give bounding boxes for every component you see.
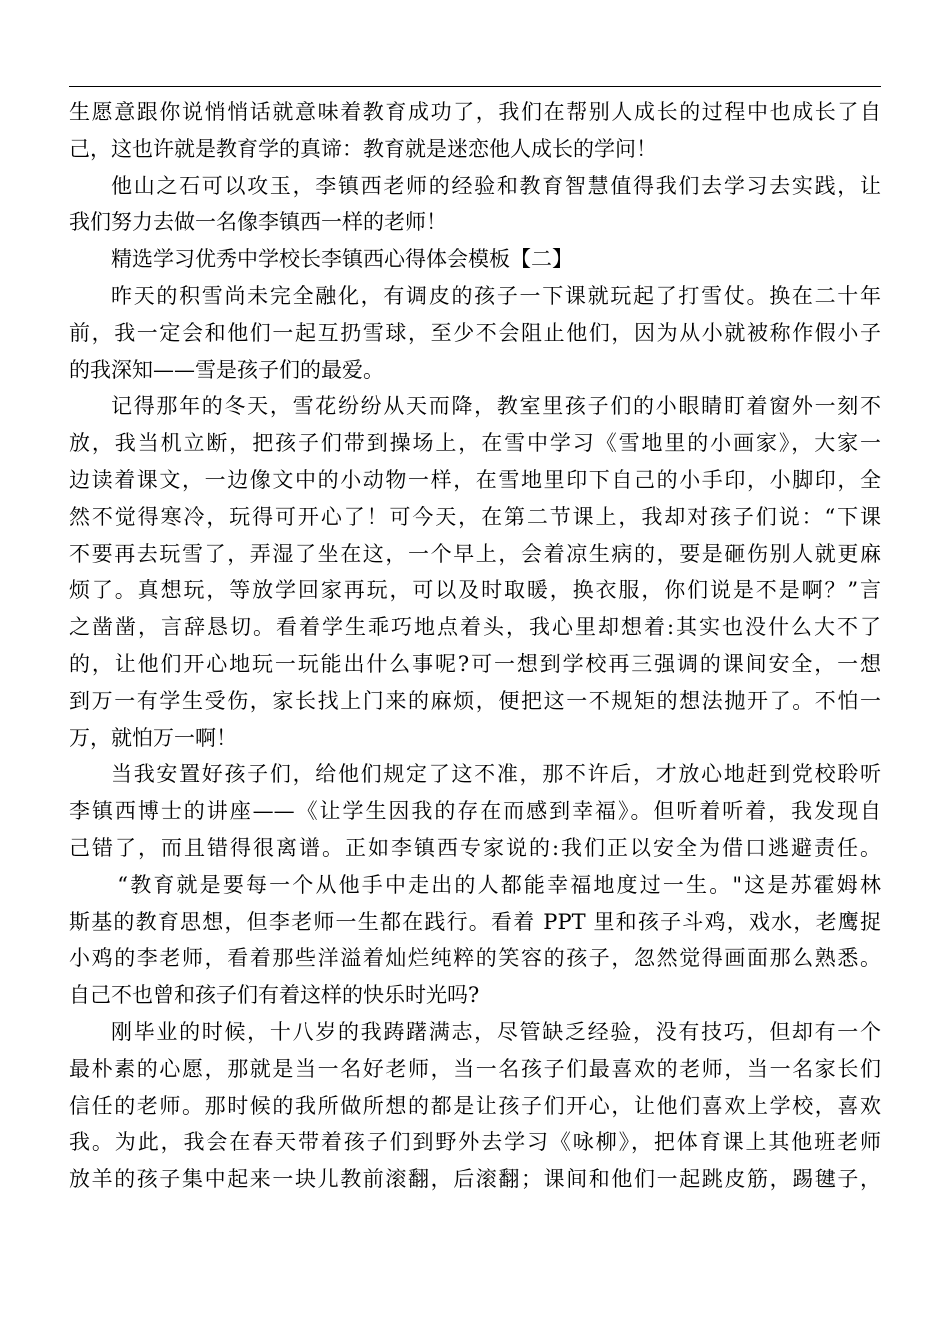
text-line: 放，我当机立断，把孩子们带到操场上，在雪中学习《雪地里的小画家》，大家一: [69, 431, 881, 456]
text-line: 己错了，而且错得很离谱。正如李镇西专家说的:我们正以安全为借口逃避责任。: [69, 835, 881, 860]
text-line: 不要再去玩雪了，弄湿了坐在这，一个早上，会着凉生病的，要是砸伤别人就更麻: [69, 541, 881, 566]
text-line: 前，我一定会和他们一起互扔雪球，至少不会阻止他们，因为从小就被称作假小子: [69, 320, 881, 345]
text-line: 小鸡的李老师，看着那些洋溢着灿烂纯粹的笑容的孩子，忽然觉得画面那么熟悉。: [69, 946, 881, 971]
text-line: 边读着课文，一边像文中的小动物一样，在雪地里印下自己的小手印，小脚印，全: [69, 467, 881, 492]
text-line: 己，这也许就是教育学的真谛：教育就是迷恋他人成长的学问！: [69, 136, 657, 161]
text-line: 烦了。真想玩，等放学回家再玩，可以及时取暖，换衣服，你们说是不是啊？”言: [69, 578, 881, 603]
text-line: 斯基的教育思想，但李老师一生都在践行。看着 PPT 里和孩子斗鸡，戏水，老鹰捉: [69, 909, 881, 934]
text-line: 当我安置好孩子们，给他们规定了这不准，那不许后，才放心地赶到党校聆听: [111, 762, 881, 787]
text-line: “教育就是要每一个从他手中走出的人都能幸福地度过一生。"这是苏霍姆林: [117, 872, 881, 897]
text-line: 他山之石可以攻玉，李镇西老师的经验和教育智慧值得我们去学习去实践，让: [111, 173, 881, 198]
text-line: 精选学习优秀中学校长李镇西心得体会模板【二】: [111, 247, 573, 272]
text-line: 自己不也曾和孩子们有着这样的快乐时光吗?: [69, 983, 480, 1008]
text-line: 万，就怕万一啊！: [69, 725, 237, 750]
text-line: 然不觉得寒冷，玩得可开心了！可今天，在第二节课上，我却对孩子们说：“下课: [69, 504, 881, 529]
header-rule: [69, 86, 881, 87]
text-line: 记得那年的冬天，雪花纷纷从天而降，教室里孩子们的小眼睛盯着窗外一刻不: [111, 394, 881, 419]
text-line: 昨天的积雪尚未完全融化，有调皮的孩子一下课就玩起了打雪仗。换在二十年: [111, 283, 881, 308]
text-line: 最朴素的心愿，那就是当一名好老师，当一名孩子们最喜欢的老师，当一名家长们: [69, 1056, 881, 1081]
text-line: 我们努力去做一名像李镇西一样的老师！: [69, 210, 447, 235]
text-line: 李镇西博士的讲座——《让学生因我的存在而感到幸福》。但听着听着，我发现自: [69, 799, 881, 824]
text-line: 的我深知——雪是孩子们的最爱。: [69, 357, 384, 382]
text-line: 之凿凿，言辞恳切。看着学生乖巧地点着头，我心里却想着:其实也没什么大不了: [69, 615, 881, 640]
text-line: 放羊的孩子集中起来一块儿教前滚翻，后滚翻；课间和他们一起跳皮筋，踢毽子，: [69, 1167, 881, 1192]
text-line: 的，让他们开心地玩一玩能出什么事呢?可一想到学校再三强调的课间安全，一想: [69, 651, 881, 676]
text-line: 我。为此，我会在春天带着孩子们到野外去学习《咏柳》，把体育课上其他班老师: [69, 1130, 881, 1155]
body-text: [69, 94, 881, 1198]
text-line: 刚毕业的时候，十八岁的我踌躇满志，尽管缺乏经验，没有技巧，但却有一个: [111, 1019, 881, 1044]
text-line: 信任的老师。那时候的我所做所想的都是让孩子们开心，让他们喜欢上学校，喜欢: [69, 1093, 881, 1118]
text-line: 生愿意跟你说悄悄话就意味着教育成功了，我们在帮别人成长的过程中也成长了自: [69, 100, 881, 124]
text-line: 到万一有学生受伤，家长找上门来的麻烦，便把这一不规矩的想法抛开了。不怕一: [69, 688, 881, 713]
